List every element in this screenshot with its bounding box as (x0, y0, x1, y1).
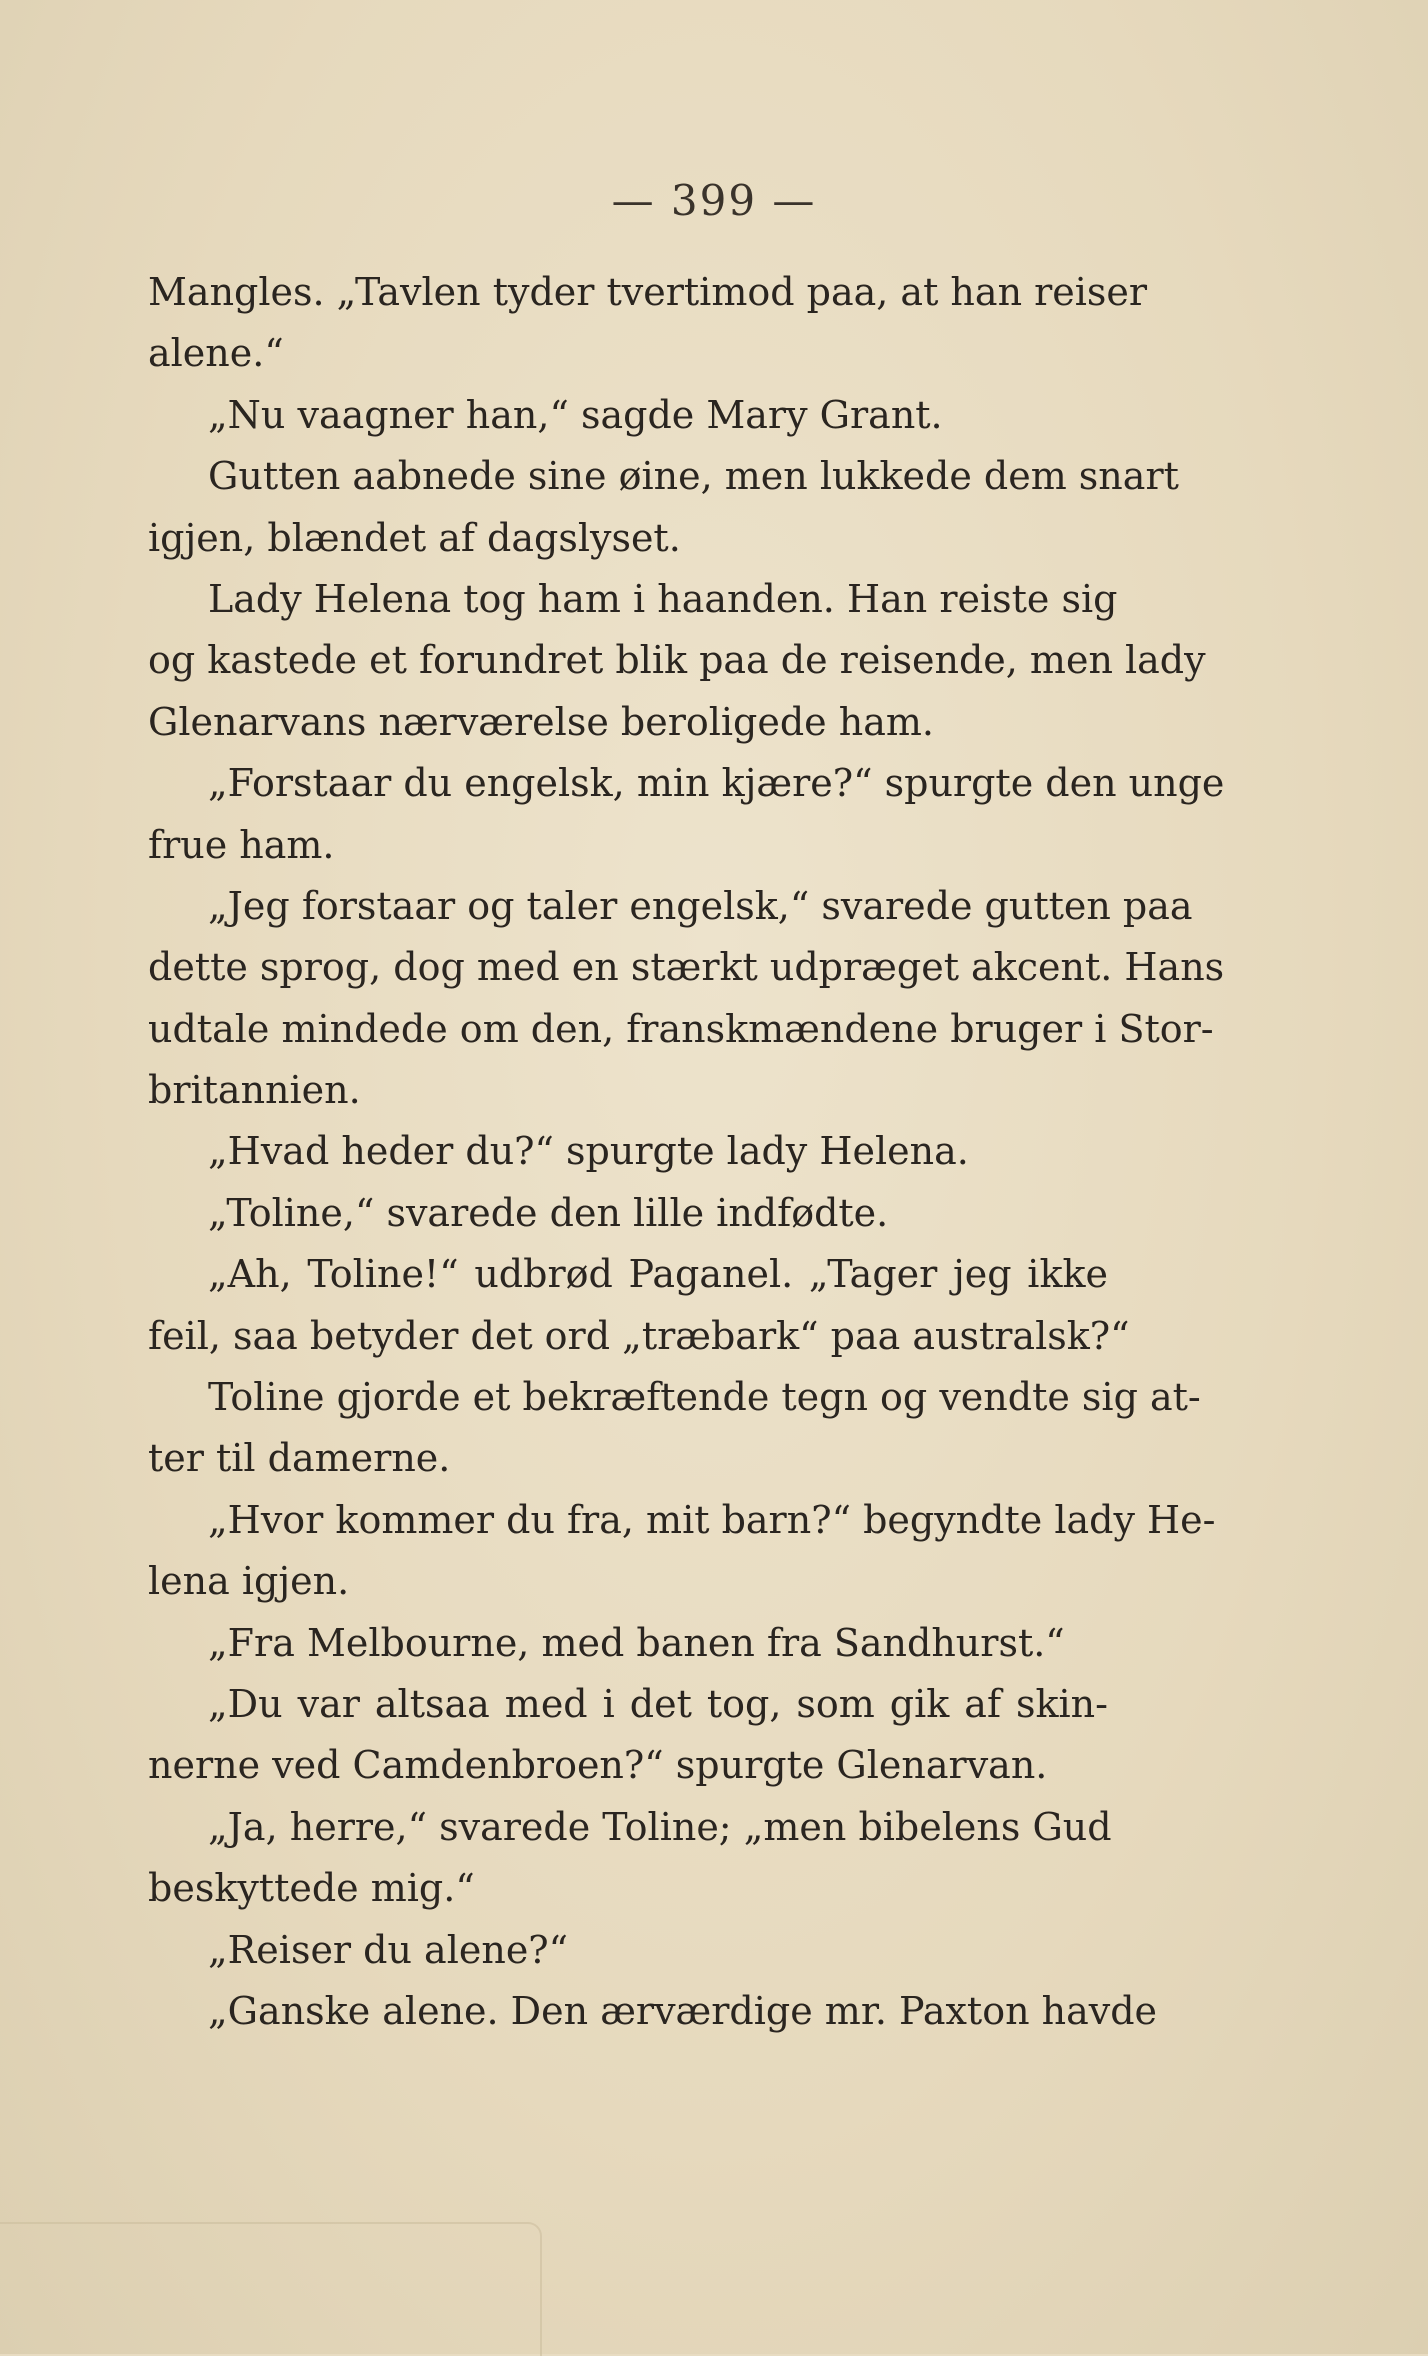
text-line: „Nu vaagner han,“ sagde Mary Grant. (208, 392, 943, 437)
text-line: Lady Helena tog ham i haanden. Han reiste sig (208, 576, 1118, 621)
text-line: frue ham. (148, 822, 335, 867)
text-line: „Hvor kommer du fra, mit barn?“ begyndte lady He- (208, 1497, 1216, 1542)
text-line: igjen, blændet af dagslyset. (148, 515, 681, 560)
text-line: nerne ved Camdenbroen?“ spurgte Glenarvan. (148, 1743, 1048, 1788)
text-line: britannien. (148, 1068, 361, 1113)
text-line: „Jeg forstaar og taler engelsk,“ svarede gutten paa (208, 883, 1193, 928)
text-line: „Forstaar du engelsk, min kjære?“ spurgte den unge (208, 761, 1225, 806)
text-line: „Ja, herre,“ svarede Toline; „men bibelens Gud (208, 1804, 1112, 1849)
text-line: Toline gjorde et bekræftende tegn og vendte sig at- (208, 1375, 1201, 1420)
text-line: Mangles. „Tavlen tyder tvertimod paa, at han reiser (148, 270, 1148, 314)
body-text (148, 262, 1225, 2042)
text-line: „Ganske alene. Den ærværdige mr. Paxton havde (208, 1988, 1158, 2033)
text-line: „Hvad heder du?“ spurgte lady Helena. (208, 1129, 969, 1174)
text-line: udtale mindede om den, franskmændene bruger i Stor- (148, 1006, 1214, 1051)
text-line: ter til damerne. (148, 1436, 451, 1481)
page-number: — 399 — (611, 176, 817, 225)
text-line: „Reiser du alene?“ (208, 1927, 569, 1972)
page-corner-crease (0, 2222, 542, 2356)
text-line: „Toline,“ svarede den lille indfødte. (208, 1190, 889, 1235)
text-line: dette sprog, dog med en stærkt udpræget akcent. Hans (148, 945, 1225, 990)
text-line: „Fra Melbourne, med banen fra Sandhurst.“ (208, 1620, 1065, 1665)
text-line: Glenarvans nærværelse beroligede ham. (148, 699, 934, 744)
text-line: og kastede et forundret blik paa de reisende, men lady (148, 638, 1206, 683)
text-line: lena igjen. (148, 1559, 350, 1604)
text-line: feil, saa betyder det ord „træbark“ paa australsk?“ (148, 1313, 1130, 1358)
text-line: alene.“ (148, 331, 284, 376)
text-line: Gutten aabnede sine øine, men lukkede dem snart (208, 454, 1179, 499)
text-line: beskyttede mig.“ (148, 1866, 475, 1911)
text-line: „Ah, Toline!“ udbrød Paganel. „Tager jeg ikke (208, 1252, 1108, 1297)
text-line: „Du var altsaa med i det tog, som gik af skin- (208, 1681, 1108, 1726)
